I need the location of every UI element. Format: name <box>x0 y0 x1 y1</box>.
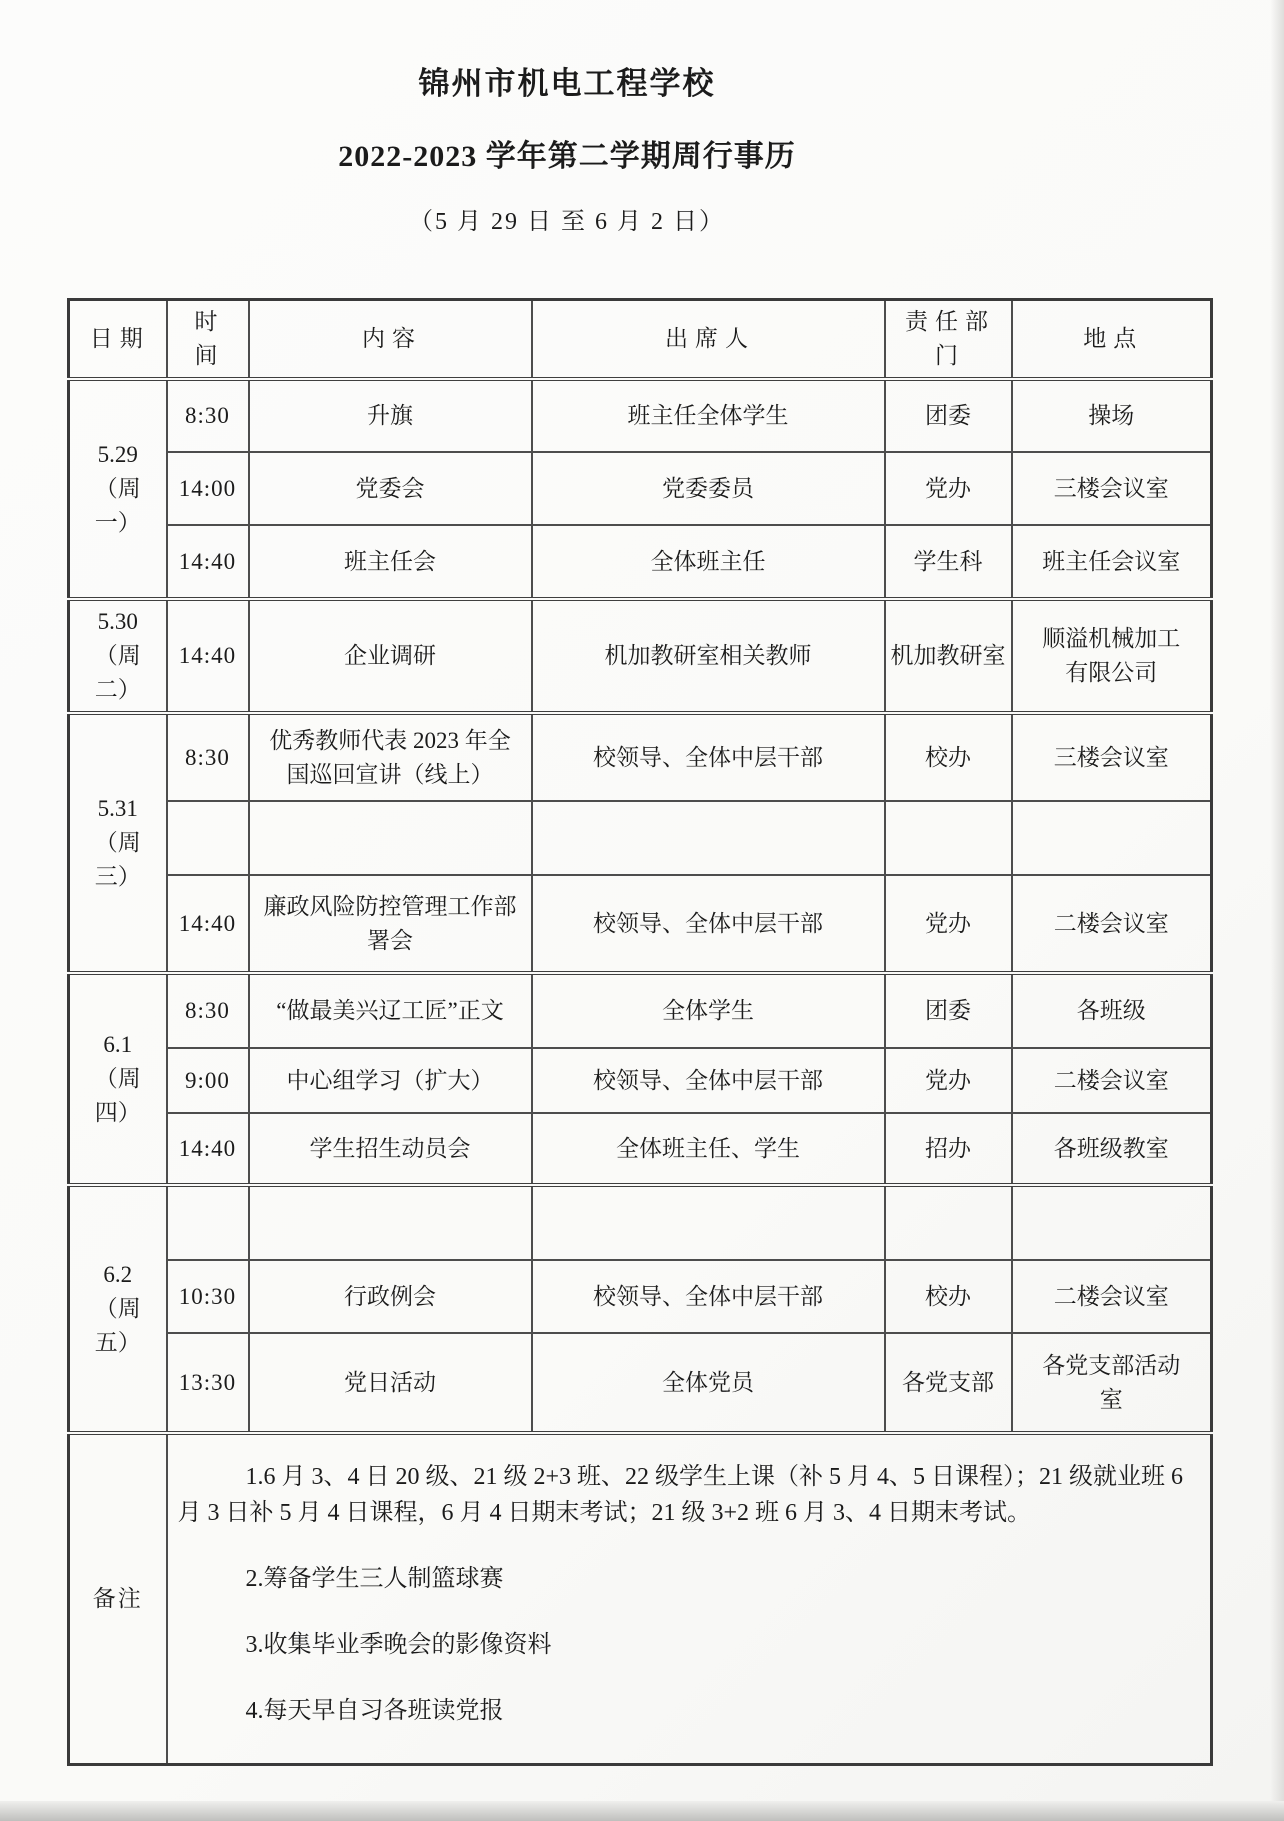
col-header-3: 出席人 <box>532 300 885 380</box>
time-cell <box>167 801 249 875</box>
time-cell: 14:40 <box>167 525 249 599</box>
time-cell: 8:30 <box>167 379 249 452</box>
col-header-4: 责任部门 <box>885 300 1012 380</box>
location-cell: 二楼会议室 <box>1012 875 1212 973</box>
table-header-row <box>69 300 1212 380</box>
table-row <box>69 973 1212 1048</box>
attendees-cell: 校领导、全体中层干部 <box>532 1048 885 1113</box>
attendees-cell: 校领导、全体中层干部 <box>532 875 885 973</box>
content-cell: 中心组学习（扩大） <box>249 1048 532 1113</box>
location-cell: 二楼会议室 <box>1012 1260 1212 1333</box>
page-subtitle: 2022-2023 学年第二学期周行事历 <box>338 140 796 173</box>
department-cell: 校办 <box>885 713 1012 801</box>
attendees-cell: 班主任全体学生 <box>532 379 885 452</box>
location-cell <box>1012 801 1212 875</box>
table-row <box>69 1333 1212 1433</box>
attendees-cell <box>532 801 885 875</box>
attendees-cell: 机加教研室相关教师 <box>532 599 885 713</box>
date-value: 5.30 <box>97 609 138 634</box>
col-header-0: 日期 <box>69 300 167 380</box>
content-cell <box>249 801 532 875</box>
content-cell: 企业调研 <box>249 599 532 713</box>
department-cell <box>885 801 1012 875</box>
remarks-label: 备注 <box>69 1433 167 1765</box>
time-cell: 14:40 <box>167 599 249 713</box>
table-row <box>69 452 1212 525</box>
remark-item-3: 3.收集毕业季晚会的影像资料 <box>245 1632 552 1658</box>
photo-bottom-edge <box>0 1801 1284 1821</box>
attendees-cell: 校领导、全体中层干部 <box>532 1260 885 1333</box>
location-cell <box>1012 1185 1212 1260</box>
col-header-2: 内容 <box>249 300 532 380</box>
date-cell <box>69 713 167 973</box>
time-cell: 13:30 <box>167 1333 249 1433</box>
table-row <box>69 379 1212 452</box>
table-row <box>69 525 1212 599</box>
weekday-value: （周一） <box>94 476 141 535</box>
department-cell: 党办 <box>885 875 1012 973</box>
table-row <box>69 1185 1212 1260</box>
department-cell: 各党支部 <box>885 1333 1012 1433</box>
table-row <box>69 801 1212 875</box>
remark-item-2: 2.筹备学生三人制篮球赛 <box>245 1566 504 1592</box>
date-cell <box>69 379 167 599</box>
remarks-body <box>167 1433 1212 1765</box>
content-cell: 优秀教师代表 2023 年全国巡回宣讲（线上） <box>249 713 532 801</box>
remark-item-4: 4.每天早自习各班读党报 <box>245 1698 504 1724</box>
col-header-5: 地点 <box>1012 300 1212 380</box>
date-value: 6.2 <box>103 1262 133 1287</box>
department-cell: 校办 <box>885 1260 1012 1333</box>
weekday-value: （周三） <box>94 830 141 889</box>
attendees-cell: 全体班主任、学生 <box>532 1113 885 1185</box>
document-heading <box>0 0 1134 236</box>
content-cell: 党日活动 <box>249 1333 532 1433</box>
table-row <box>69 1113 1212 1185</box>
weekday-value: （周五） <box>94 1296 141 1355</box>
date-value: 5.29 <box>97 442 138 467</box>
photo-right-edge <box>1270 0 1284 1821</box>
table-row <box>69 599 1212 713</box>
location-cell: 班主任会议室 <box>1012 525 1212 599</box>
time-cell <box>167 1185 249 1260</box>
date-cell <box>69 1185 167 1433</box>
content-cell: 班主任会 <box>249 525 532 599</box>
location-cell: 三楼会议室 <box>1012 713 1212 801</box>
location-cell: 三楼会议室 <box>1012 452 1212 525</box>
content-cell <box>249 1185 532 1260</box>
department-cell: 团委 <box>885 973 1012 1048</box>
attendees-cell: 校领导、全体中层干部 <box>532 713 885 801</box>
attendees-cell: 全体班主任 <box>532 525 885 599</box>
table-row <box>69 1048 1212 1113</box>
location-cell: 各党支部活动室 <box>1012 1333 1212 1433</box>
attendees-cell <box>532 1185 885 1260</box>
page-title: 锦州市机电工程学校 <box>418 66 716 101</box>
attendees-cell: 党委委员 <box>532 452 885 525</box>
remark-item-1: 1.6 月 3、4 日 20 级、21 级 2+3 班、22 级学生上课（补 5 月 4、5 日课程）；21 级就业班 6 月 3 日补 5 月 4 日课程，6 月 4 日期末考试；21 级 3+2 班 6 月 3、4 日期末考试。 <box>177 1464 1184 1526</box>
department-cell <box>885 1185 1012 1260</box>
department-cell: 招办 <box>885 1113 1012 1185</box>
department-cell: 党办 <box>885 1048 1012 1113</box>
location-cell: 顺溢机械加工有限公司 <box>1012 599 1212 713</box>
department-cell: 学生科 <box>885 525 1012 599</box>
time-cell: 9:00 <box>167 1048 249 1113</box>
time-cell: 8:30 <box>167 973 249 1048</box>
content-cell: 行政例会 <box>249 1260 532 1333</box>
location-cell: 操场 <box>1012 379 1212 452</box>
time-cell: 14:40 <box>167 1113 249 1185</box>
location-cell: 各班级 <box>1012 973 1212 1048</box>
date-range: （5 月 29 日 至 6 月 2 日） <box>409 209 725 235</box>
time-cell: 8:30 <box>167 713 249 801</box>
time-cell: 10:30 <box>167 1260 249 1333</box>
content-cell: “做最美兴辽工匠”正文 <box>249 973 532 1048</box>
content-cell: 廉政风险防控管理工作部署会 <box>249 875 532 973</box>
content-cell: 升旗 <box>249 379 532 452</box>
attendees-cell: 全体学生 <box>532 973 885 1048</box>
location-cell: 各班级教室 <box>1012 1113 1212 1185</box>
date-cell <box>69 599 167 713</box>
col-header-1: 时间 <box>167 300 249 380</box>
weekday-value: （周四） <box>94 1066 141 1125</box>
date-value: 6.1 <box>103 1032 133 1057</box>
time-cell: 14:40 <box>167 875 249 973</box>
remarks-row <box>69 1433 1212 1765</box>
date-value: 5.31 <box>97 796 138 821</box>
content-cell: 党委会 <box>249 452 532 525</box>
department-cell: 团委 <box>885 379 1012 452</box>
weekly-schedule-table <box>67 298 1213 1766</box>
table-row <box>69 875 1212 973</box>
content-cell: 学生招生动员会 <box>249 1113 532 1185</box>
weekday-value: （周二） <box>94 643 141 702</box>
location-cell: 二楼会议室 <box>1012 1048 1212 1113</box>
table-row <box>69 713 1212 801</box>
department-cell: 机加教研室 <box>885 599 1012 713</box>
attendees-cell: 全体党员 <box>532 1333 885 1433</box>
department-cell: 党办 <box>885 452 1012 525</box>
date-cell <box>69 973 167 1185</box>
time-cell: 14:00 <box>167 452 249 525</box>
table-row <box>69 1260 1212 1333</box>
